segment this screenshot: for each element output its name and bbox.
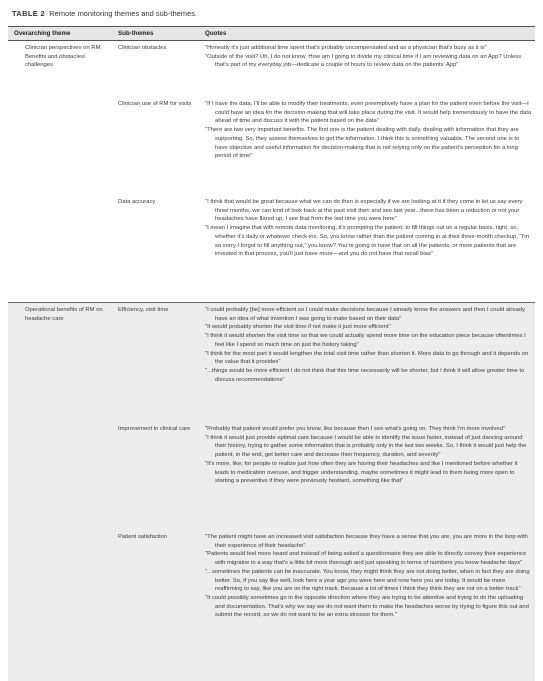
table-caption: [12, 9, 197, 18]
quotes-data-accuracy: [205, 198, 533, 259]
subtheme-efficiency-visit-time: Efficiency, visit time: [118, 307, 169, 313]
table-header-row: [8, 26, 535, 41]
quote: "If I have the data, I'll be able to modify their treatments, even preemptively have a plan for the patient even before the visit—I could have an idea for the decision-making that will take place during the visit. It would help tremendously to have the data ahead of time and discuss it with the patient based on the data": [205, 101, 532, 125]
quote: "I think it would shorten the visit time so that we could actually spend more time on the education piece because oftentimes I feel like I spend so much time on just the history taking": [205, 333, 526, 348]
quote: "Honestly it's just additional time spent that's probably uncompensated and as a physician that's busy as it is": [205, 45, 487, 51]
quotes-clinician-obstacles: [205, 44, 533, 70]
quote: "I could probably [be] more efficient so I could make decisions because I already know the answers and then I could already have an idea of what invention I was going to make based on their data": [205, 307, 525, 322]
subtheme-improvement-clinical-care: Improvement in clinical care: [118, 426, 191, 432]
quote: "I mean I imagine that with remote data monitoring, it's prompting the patient, to fill things out on a regular basis, right, so, whether it's daily or whatever check-ins. So, you know rather than the patient coming in at their three-month checkup, "I'm so sorry I forgot to fill anything out," you know? You're going to have that on all the patients, or more patients that are invested in that process, you'll just have more—and you do not have that recall bias": [205, 225, 530, 258]
quote: "I think for the most part it would lengthen the total visit time rather than shorten it. More data to go through and it depends on the value that it provides": [205, 350, 529, 366]
quote: "...sometimes the patients can be inaccurate. You know, they might think they are not doing better, when in fact they are doing better. So, if you say like well, look here a year ago you were here and now here you are today. It would be more reaffirming to say, like you are on the right track. Because a lot of times I think they think they are not on a better track": [205, 568, 530, 593]
quote: "It would probably shorten the visit time if not make it just more efficient": [205, 324, 391, 331]
table-title: Remote monitoring themes and sub-themes.: [49, 9, 198, 18]
quotes-clinician-use-of-rm: [205, 100, 533, 161]
quote: "I think it would just provide optimal care because I would be able to identify the issue faster, instead of just dancing around their history, trying to gather some information that is probably only in the last two weeks. So, I think it would just help the patient, in the end, get better care and decrease their frequency, duration, and severity": [205, 434, 527, 459]
quotes-efficiency-visit-time: [205, 306, 533, 384]
table-label: TABLE 2: [12, 9, 46, 18]
quote: "There are two very important benefits. The first one is the patient dealing with daily, dealing with information that they are supporting. So, they assess themselves to get the information. I think this is something valuable. The second one is to have objective and useful information for decision-making that is not relying only on the patient's perception for a long period of time": [205, 127, 520, 160]
quote: "Probably that patient would prefer you know, like because then I see what's going on. They think I'm more involved": [205, 426, 505, 432]
quote: "Patients would feel more heard and instead of being asked a questionnaire they are able to directly convey their experience with migraine in a way that's a little bit more thorough and just speaking in terms of numbers you know headache days": [205, 551, 527, 567]
subtheme-data-accuracy: Data accuracy: [118, 199, 156, 205]
header-overarching-theme: Overarching theme: [14, 30, 71, 37]
quote: "It's more, like, for people to realize just how often they are having their headaches and like I mentioned before whether it leads to medication overuse, and trigger understanding, maybe sometimes it might lead to them being more open to starting a preventive if they were previously hesitant, something like that": [205, 460, 518, 485]
quote: "Outside of the visit? Uh, I do not know. How am I going to divide my clinical time if I am reviewing data on an App? Unless that's part of my everyday job—dedicate a couple of hours to review data on the patients' App": [205, 53, 522, 69]
theme-operational-benefits: Operational benefits of RM on headache care: [25, 307, 103, 322]
quotes-improvement-clinical-care: [205, 425, 533, 486]
quote: "It could possibly sometimes go in the opposite direction where they are trying to be attentive and trying to do the uploading and documentation. That's why we say we do not want them to make the headaches worse by trying to figure this out and submit the record, so we do not want to be an extra stressor for them.": [205, 594, 529, 619]
quotes-patient-satisfaction: [205, 533, 533, 620]
header-quotes: Quotes: [205, 30, 227, 37]
subtheme-clinician-obstacles: Clinician obstacles: [118, 45, 167, 51]
subtheme-patient-satisfaction: Patient satisfaction: [118, 534, 168, 540]
subtheme-clinician-use-of-rm: Clinician use of RM for visits: [118, 101, 192, 107]
header-sub-themes: Sub-themes: [118, 30, 154, 37]
quote: "I think that would be great because what we can do then is especially if we are looking at it if they come in let us say every three months, we can kind of look back at the past visit then and see last year...there has been a reduction or not your headaches have flared up, I see that from the last time you were here": [205, 199, 523, 223]
quote: "The patient might have an increased visit satisfaction because they have a sense that you are, you are more in the loop with their experience of their headache": [205, 534, 528, 549]
quote: "...things would be more efficient I do not think that this time necessarily will be shorter, but I think it will allow greater time to discuss recommendations": [205, 367, 525, 383]
theme-clinician-perspectives: Clinician perspectives on RM: Benefits and obstacles/ challenges: [25, 45, 102, 69]
